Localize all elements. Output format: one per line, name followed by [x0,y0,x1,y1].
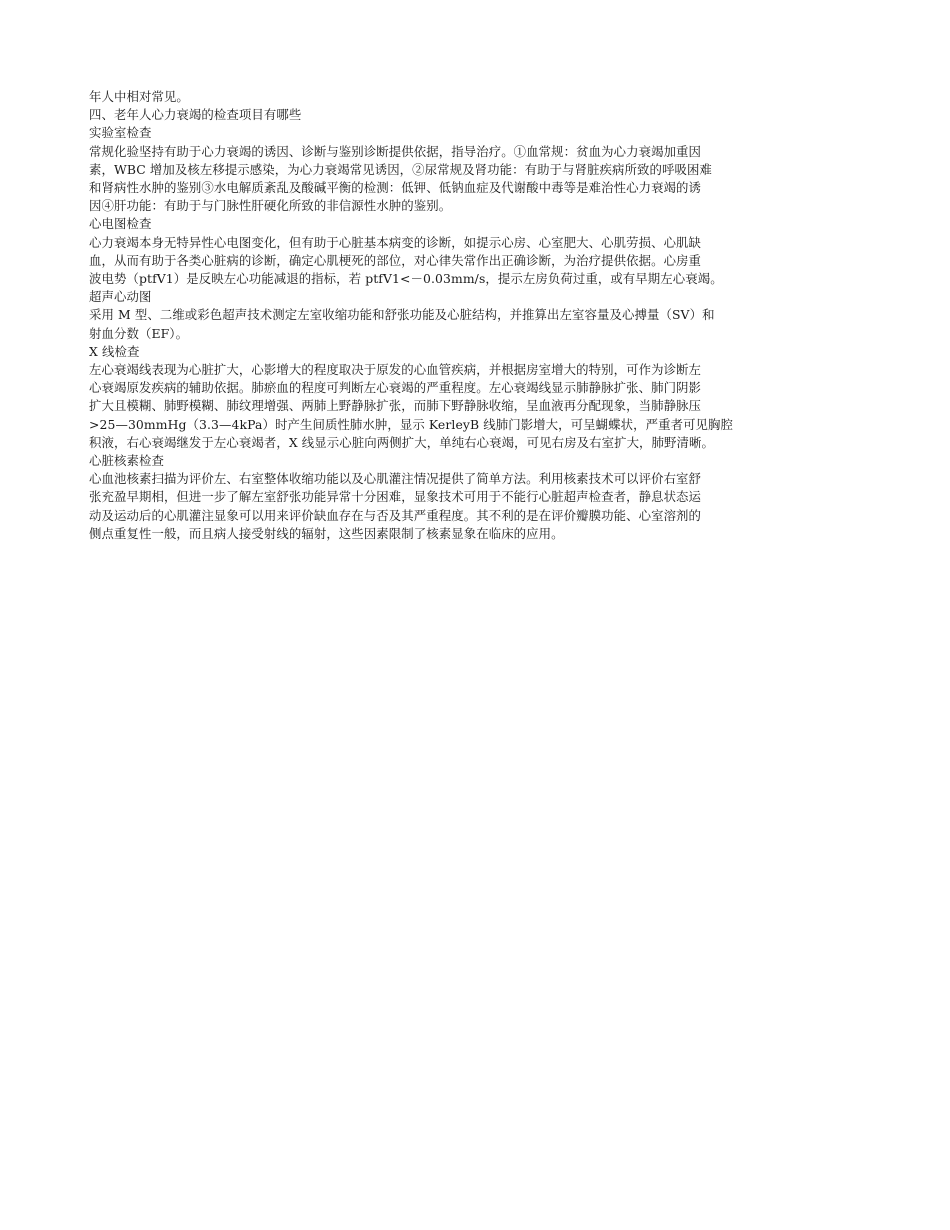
heading-nuclear: 心脏核素检查 [89,453,164,469]
nuclear-line: 侧点重复性一般，而且病人接受射线的辐射，这些因素限制了核素显象在临床的应用。 [89,525,564,541]
heading-echo: 超声心动图 [89,289,152,305]
heading-ecg: 心电图检查 [89,216,152,232]
ecg-line: 心力衰竭本身无特异性心电图变化，但有助于心脏基本病变的诊断，如提示心房、心室肥大、心肌劳损、心肌缺 [89,234,702,250]
ecg-line: 血，从而有助于各类心脏病的诊断，确定心肌梗死的部位，对心律失常作出正确诊断，为治疗提供依据。心房重 [89,252,702,268]
xray-line: 扩大且模糊、肺野模糊、肺纹理增强、两肺上野静脉扩张，而肺下野静脉收缩，呈血液再分配现象，当肺静脉压 [89,398,702,414]
nuclear-line: 动及运动后的心肌灌注显象可以用来评价缺血存在与否及其严重程度。其不利的是在评价瓣膜功能、心室溶剂的 [89,507,702,523]
document-body [89,88,869,543]
lab-line: 素，WBC 增加及核左移提示感染，为心力衰竭常见诱因，②尿常规及肾功能：有助于与肾脏疾病所致的呼吸困难 [89,161,712,177]
heading-lab: 实验室检查 [89,125,152,141]
nuclear-line: 张充盈早期相，但进一步了解左室舒张功能异常十分困难，显象技术可用于不能行心脏超声检查者，静息状态运 [89,489,702,505]
echo-line: 射血分数（EF）。 [89,325,189,341]
xray-line: 积液，右心衰竭继发于左心衰竭者，X 线显示心脏向两侧扩大，单纯右心衰竭，可见右房及右室扩大，肺野清晰。 [89,434,714,450]
heading-xray: X 线检查 [89,343,140,359]
xray-line: >25—30mmHg（3.3—4kPa）时产生间质性肺水肿，显示 KerleyB 线肺门影增大，可呈蝴蝶状，严重者可见胸腔 [89,416,734,432]
lab-line: 和肾病性水肿的鉴别③水电解质紊乱及酸碱平衡的检测：低钾、低钠血症及代谢酸中毒等是难治性心力衰竭的诱 [89,180,702,196]
lab-line: 因④肝功能：有助于与门脉性肝硬化所致的非信源性水肿的鉴别。 [89,198,452,214]
section-title: 四、老年人心力衰竭的检查项目有哪些 [89,107,302,123]
ecg-line: 波电势（ptfV1）是反映左心功能减退的指标，若 ptfV1<－0.03mm/s，提示左房负荷过重，或有早期左心衰竭。 [89,271,723,287]
nuclear-line: 心血池核素扫描为评价左、右室整体收缩功能以及心肌灌注情况提供了简单方法。利用核素技术可以评价右室舒 [89,471,702,487]
xray-line: 心衰竭原发疾病的辅助依据。肺瘀血的程度可判断左心衰竭的严重程度。左心衰竭线显示肺静脉扩张、肺门阴影 [89,380,702,396]
lab-line: 常规化验坚持有助于心力衰竭的诱因、诊断与鉴别诊断提供依据，指导治疗。①血常规：贫血为心力衰竭加重因 [89,143,702,159]
echo-line: 采用 M 型、二维或彩色超声技术测定左室收缩功能和舒张功能及心脏结构，并推算出左室容量及心搏量（SV）和 [89,307,715,323]
xray-line: 左心衰竭线表现为心脏扩大，心影增大的程度取决于原发的心血管疾病，并根据房室增大的特别，可作为诊断左 [89,362,702,378]
intro-tail: 年人中相对常见。 [89,89,189,104]
